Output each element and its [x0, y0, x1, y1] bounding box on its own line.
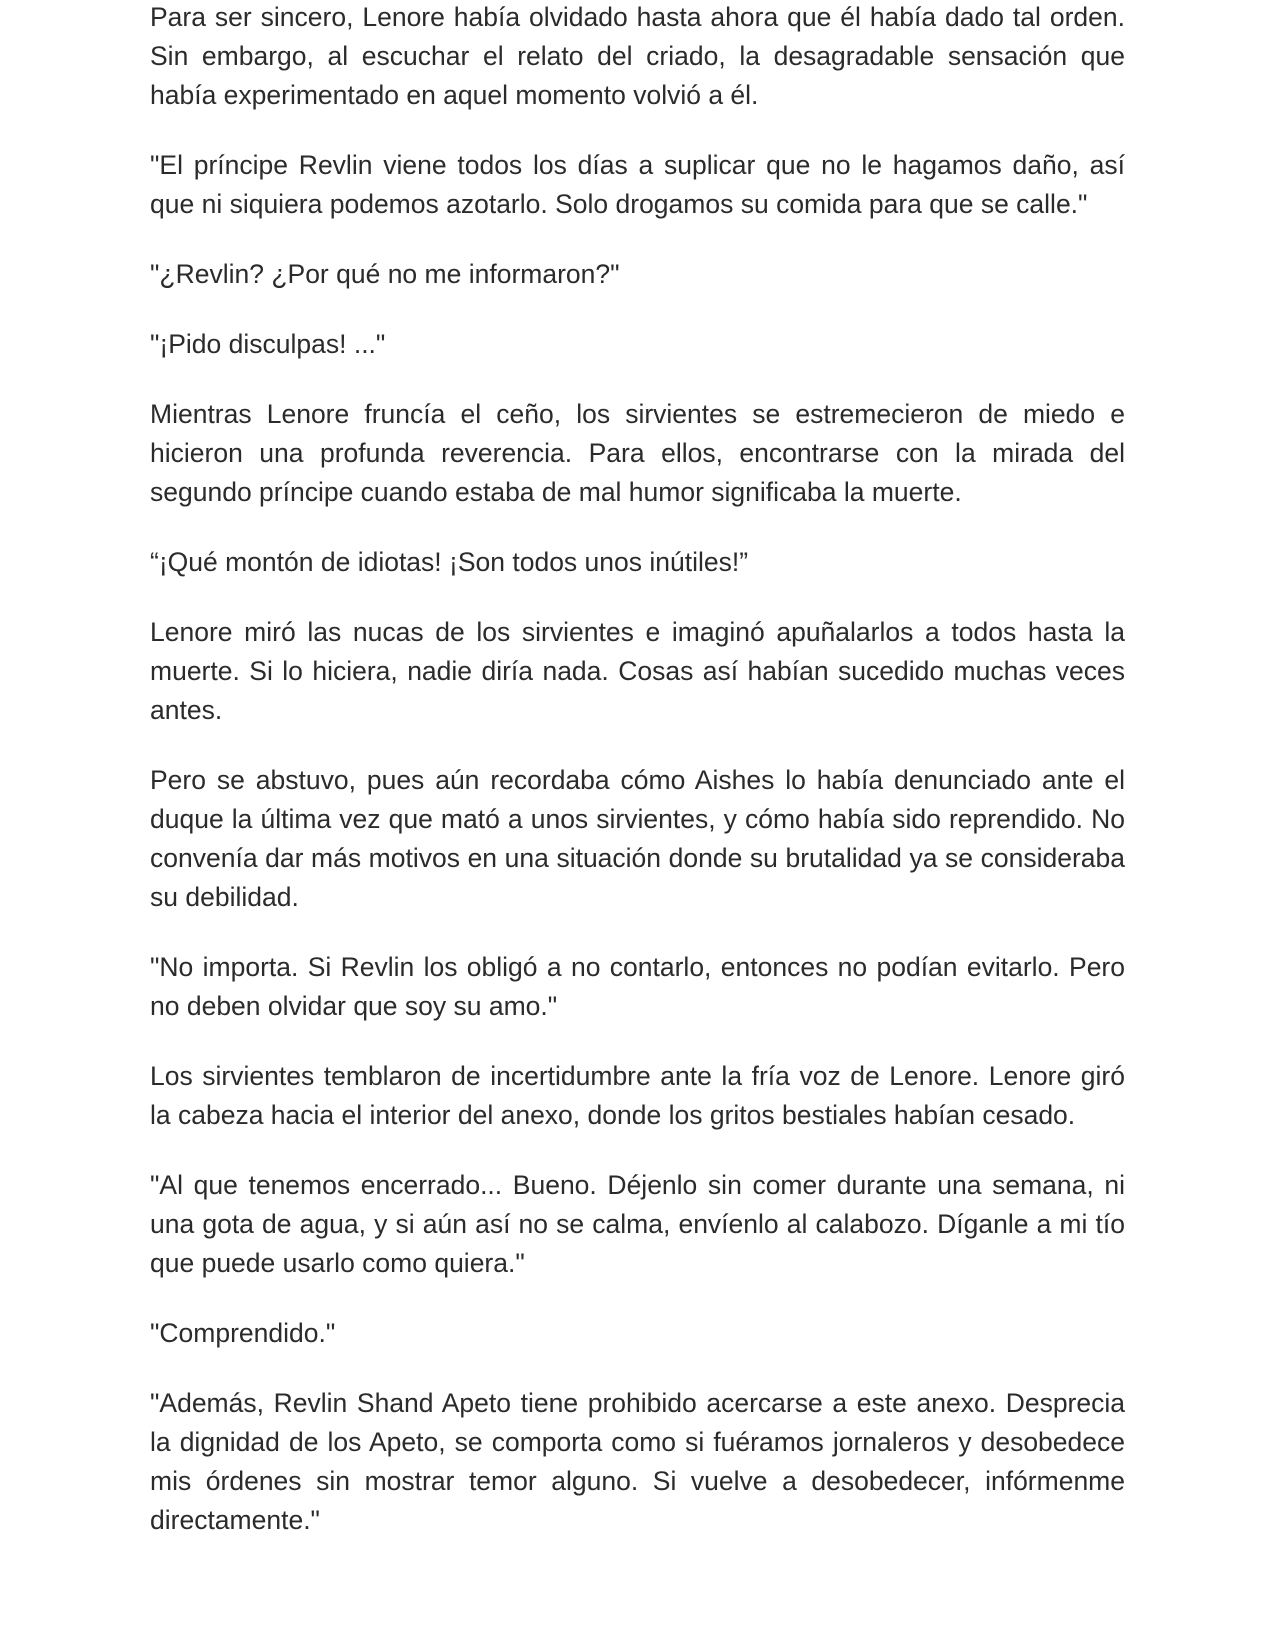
- paragraph-4: "¡Pido disculpas! ...": [150, 329, 386, 359]
- paragraph-1: Para ser sincero, Lenore había olvidado hasta ahora que él había dado tal orden. Sin embargo, al escuchar el relato del criado, la desagradable sensación que había experimentado en aquel momento volvió a él.: [150, 2, 1125, 110]
- paragraph-8: Pero se abstuvo, pues aún recordaba cómo Aishes lo había denunciado ante el duque la última vez que mató a unos sirvientes, y cómo había sido reprendido. No convenía dar más motivos en una situación donde su brutalidad ya se consideraba su debilidad.: [150, 765, 1125, 912]
- paragraph-5: Mientras Lenore fruncía el ceño, los sirvientes se estremecieron de miedo e hicieron una profunda reverencia. Para ellos, encontrarse con la mirada del segundo príncipe cuando estaba de mal humor significaba la muerte.: [150, 399, 1125, 507]
- paragraph-3: "¿Revlin? ¿Por qué no me informaron?": [150, 259, 620, 289]
- paragraph-13: "Además, Revlin Shand Apeto tiene prohibido acercarse a este anexo. Desprecia la dignidad de los Apeto, se comporta como si fuéramos jornaleros y desobedece mis órdenes sin mostrar temor alguno. Si vuelve a desobedecer, infórmenme directamente.": [150, 1388, 1125, 1535]
- document-page: [150, 0, 1125, 1571]
- paragraph-6: “¡Qué montón de idiotas! ¡Son todos unos inútiles!”: [150, 547, 749, 577]
- paragraph-11: "Al que tenemos encerrado... Bueno. Déjenlo sin comer durante una semana, ni una gota de agua, y si aún así no se calma, envíenlo al calabozo. Díganle a mi tío que puede usarlo como quiera.": [150, 1170, 1125, 1278]
- paragraph-7: Lenore miró las nucas de los sirvientes e imaginó apuñalarlos a todos hasta la muerte. Si lo hiciera, nadie diría nada. Cosas así habían sucedido muchas veces antes.: [150, 617, 1125, 725]
- paragraph-9: "No importa. Si Revlin los obligó a no contarlo, entonces no podían evitarlo. Pero no deben olvidar que soy su amo.": [150, 952, 1125, 1021]
- paragraph-2: "El príncipe Revlin viene todos los días a suplicar que no le hagamos daño, así que ni siquiera podemos azotarlo. Solo drogamos su comida para que se calle.": [150, 150, 1125, 219]
- paragraph-10: Los sirvientes temblaron de incertidumbre ante la fría voz de Lenore. Lenore giró la cabeza hacia el interior del anexo, donde los gritos bestiales habían cesado.: [150, 1061, 1125, 1130]
- paragraph-12: "Comprendido.": [150, 1318, 336, 1348]
